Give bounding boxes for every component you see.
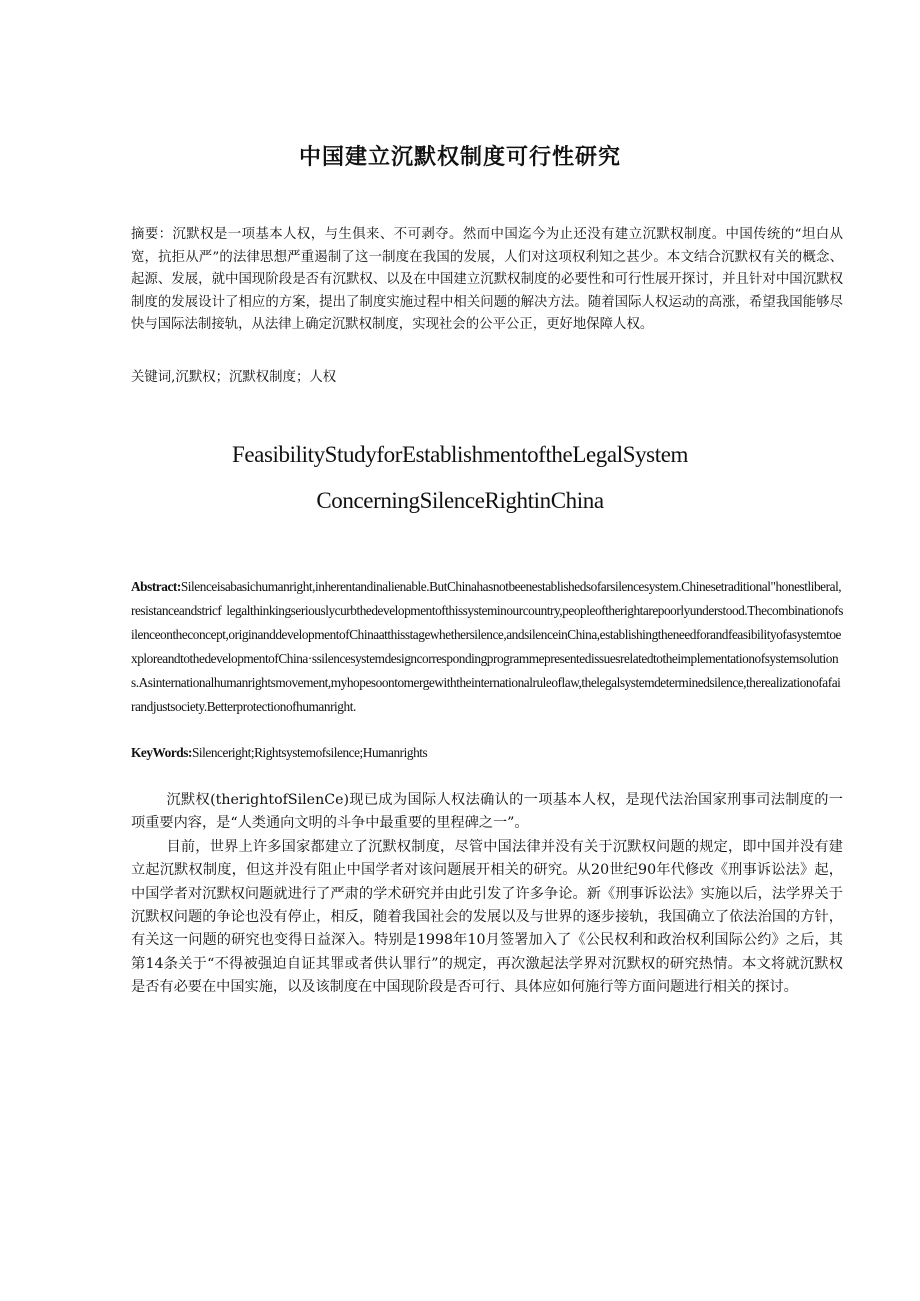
body-paragraph-1: 沉默权(therightofSilenCe)现已成为国际人权法确认的一项基本人权，是现代法治国家刑事司法制度的一项重要内容，是“人类通向文明的斗争中最重要的里程碑之一”。 (131, 792, 843, 832)
english-abstract (131, 575, 843, 720)
english-keywords (131, 743, 843, 763)
english-title-line-2: ConcerningSilenceRightinChina (316, 488, 604, 513)
body-paragraph-2: 目前，世界上许多国家都建立了沉默权制度，尽管中国法律并没有关于沉默权问题的规定，即中国并没有建立起沉默权制度，但这并没有阻止中国学者对该问题展开相关的研究。从20世纪90年代修改《刑事诉讼法》起，中国学者对沉默权问题就进行了严肃的学术研究并由此引发了许多争论。新《刑事诉讼法》实施以后，法学界关于沉默权问题的争论也没有停止，相反，随着我国社会的发展以及与世界的逐步接轨，我国确立了依法治国的方针，有关这一问题的研究也变得日益深入。特别是1998年10月签署加入了《公民权利和政治权利国际公约》之后，其第14条关于“不得被强迫自证其罪或者供认罪行”的规定，再次激起法学界对沉默权的研究热情。本文将就沉默权是否有必要在中国实施，以及该制度在中国现阶段是否可行、具体应如何施行等方面问题进行相关的探讨。 (131, 838, 843, 996)
english-keywords-text: Silenceright;Rightsystemofsilence;Humanrights (191, 745, 428, 760)
chinese-abstract: 摘要：沉默权是一项基本人权，与生俱来、不可剥夺。然而中国迄今为止还没有建立沉默权制度。中国传统的“坦白从宽，抗拒从严”的法律思想严重遏制了这一制度在我国的发展，人们对这项权利知之甚少。本文结合沉默权有关的概念、起源、发展，就中国现阶段是否有沉默权、以及在中国建立沉默权制度的必要性和可行性展开探讨，并且针对中国沉默权制度的发展设计了相应的方案，提出了制度实施过程中相关问题的解决方法。随着国际人权运动的高涨，希望我国能够尽快与国际法制接轨，从法律上确定沉默权制度，实现社会的公平公正，更好地保障人权。 (131, 227, 843, 332)
english-title-line-1: FeasibilityStudyforEstablishmentoftheLegalSystem (231, 442, 689, 467)
english-abstract-label: Abstract: (131, 579, 181, 594)
body-text (131, 789, 843, 1000)
chinese-title: 中国建立沉默权制度可行性研究 (298, 145, 621, 170)
english-abstract-text: Silenceisabasichumanright,inherentandinalienable.ButChinahasnotbeenestablishedsofarsilencesystem.Chinesetraditional"honestliberal,resistanceandstricf legalthinkingseriouslycurbthedevelopmentofthissysteminourcountry,peopleoftherightarepoorlyunderstood.Thecombinationofsilenceontheconcept,originanddevelopmentofChinaatthisstagewhethersilence,andsilenceinChina,establishingtheneedforandfeasibilityofasystemtoexploreandtothedevelopmentofChina·ssilencesystemdesigncorrespondingprogrammepresentedissuesrelatedtotheimplementationofsystemsolutions.Asinternationalhumanrightsmovement,myhopesoontomergewiththeinternationalruleoflaw,thelegalsystemdeterminedsilence,therealizationofafairandjustsociety.Betterprotectionofhumanright. (131, 579, 843, 715)
chinese-keywords: 关键词,沉默权；沉默权制度；人权 (131, 370, 337, 385)
english-keywords-label: KeyWords: (131, 745, 192, 760)
